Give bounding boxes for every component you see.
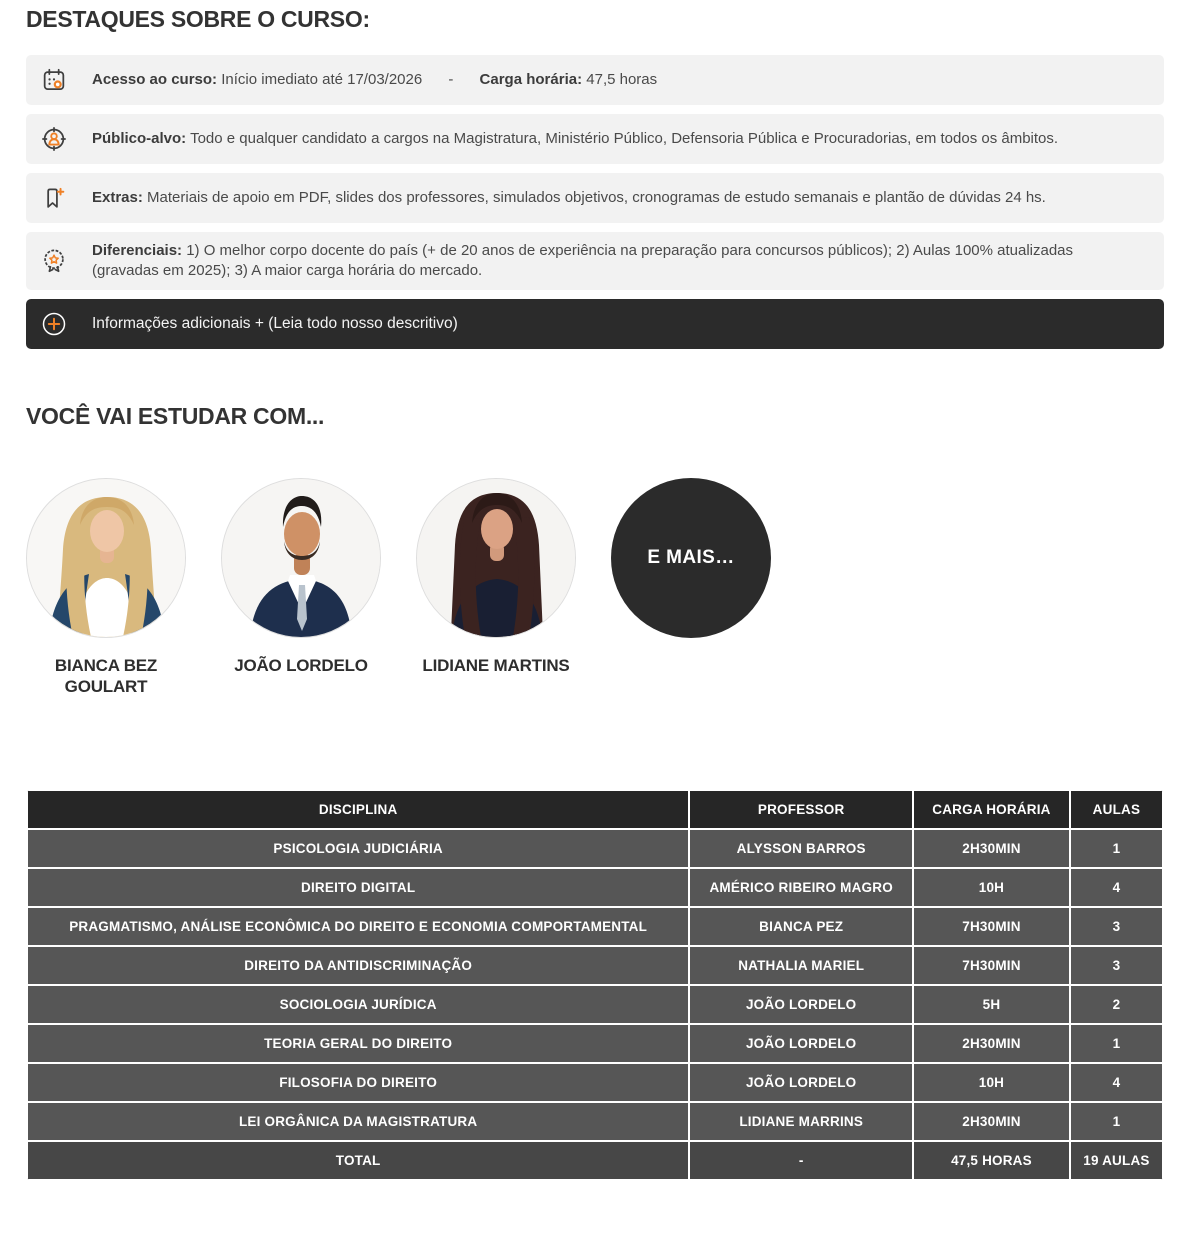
column-header: CARGA HORÁRIA — [913, 790, 1070, 829]
bookmark-plus-icon — [40, 184, 68, 212]
differentials-text — [92, 241, 1140, 281]
table-row — [27, 829, 1163, 868]
table-cell: 4 — [1070, 868, 1163, 907]
table-cell: LIDIANE MARRINS — [689, 1102, 913, 1141]
instructor-photo-joao — [221, 478, 381, 638]
table-cell: JOÃO LORDELO — [689, 985, 913, 1024]
table-row — [27, 868, 1163, 907]
table-cell: DIREITO DA ANTIDISCRIMINAÇÃO — [27, 946, 689, 985]
access-separator: - — [448, 71, 454, 89]
table-row — [27, 1063, 1163, 1102]
workload-label: Carga horária: — [479, 71, 583, 89]
info-row-audience — [26, 114, 1164, 164]
table-cell: 10H — [913, 1063, 1070, 1102]
table-cell: 1 — [1070, 1024, 1163, 1063]
target-user-icon — [40, 125, 68, 153]
table-cell: TOTAL — [27, 1141, 689, 1180]
table-cell: SOCIOLOGIA JURÍDICA — [27, 985, 689, 1024]
table-cell: JOÃO LORDELO — [689, 1024, 913, 1063]
table-cell: NATHALIA MARIEL — [689, 946, 913, 985]
additional-info-label: Informações adicionais + (Leia todo nosso descritivo) — [92, 314, 458, 332]
more-instructors-circle — [611, 478, 771, 638]
table-cell: 7H30MIN — [913, 946, 1070, 985]
table-row — [27, 1024, 1163, 1063]
course-table — [26, 789, 1164, 1181]
instructors-row — [26, 478, 1164, 698]
extras-label: Extras: — [92, 189, 143, 207]
more-instructors-card — [611, 478, 771, 698]
info-row-access — [26, 55, 1164, 105]
differentials-value: 1) O melhor corpo docente do país (+ de 20 anos de experiência na preparação para concursos públicos); 2) Aulas 100% atualizadas (gravadas em 2025); 3) A maior carga horária do mercado. — [92, 242, 1074, 279]
differentials-label: Diferenciais: — [92, 242, 183, 259]
table-cell: 2H30MIN — [913, 1024, 1070, 1063]
audience-value: Todo e qualquer candidato a cargos na Magistratura, Ministério Público, Defensoria Pública e Procuradorias, em todos os âmbitos. — [190, 130, 1059, 148]
workload-value: 47,5 horas — [586, 71, 658, 89]
table-row — [27, 907, 1163, 946]
instructor-photo-bianca — [26, 478, 186, 638]
more-instructors-label: E MAIS… — [647, 546, 735, 568]
table-cell: BIANCA PEZ — [689, 907, 913, 946]
audience-text — [92, 129, 1058, 149]
table-cell: - — [689, 1141, 913, 1180]
table-body — [27, 829, 1163, 1180]
table-cell: 1 — [1070, 1102, 1163, 1141]
course-schedule-table-wrap — [26, 789, 1164, 1181]
table-cell: ALYSSON BARROS — [689, 829, 913, 868]
table-cell: 47,5 HORAS — [913, 1141, 1070, 1180]
table-cell: 4 — [1070, 1063, 1163, 1102]
instructor-card — [221, 478, 381, 698]
table-cell: PSICOLOGIA JUDICIÁRIA — [27, 829, 689, 868]
highlights-title: DESTAQUES SOBRE O CURSO: — [26, 6, 370, 32]
calendar-icon — [40, 66, 68, 94]
access-value: Início imediato até 17/03/2026 — [221, 71, 423, 89]
instructor-name: JOÃO LORDELO — [234, 655, 368, 675]
table-total-row — [27, 1141, 1163, 1180]
table-row — [27, 946, 1163, 985]
table-cell: 19 AULAS — [1070, 1141, 1163, 1180]
table-cell: AMÉRICO RIBEIRO MAGRO — [689, 868, 913, 907]
table-cell: PRAGMATISMO, ANÁLISE ECONÔMICA DO DIREITO E ECONOMIA COMPORTAMENTAL — [27, 907, 689, 946]
audience-label: Público-alvo: — [92, 130, 187, 148]
column-header: AULAS — [1070, 790, 1163, 829]
instructor-card — [26, 478, 186, 698]
access-text — [92, 70, 657, 90]
instructors-title: VOCÊ VAI ESTUDAR COM... — [26, 402, 325, 429]
access-label: Acesso ao curso: — [92, 71, 218, 89]
table-row — [27, 985, 1163, 1024]
table-cell: 2H30MIN — [913, 829, 1070, 868]
table-cell: 10H — [913, 868, 1070, 907]
table-header-row — [27, 790, 1163, 829]
table-cell: 2 — [1070, 985, 1163, 1024]
info-row-differentials — [26, 232, 1164, 290]
table-cell: LEI ORGÂNICA DA MAGISTRATURA — [27, 1102, 689, 1141]
instructor-name: BIANCA BEZ GOULART — [54, 655, 158, 696]
table-cell: 3 — [1070, 907, 1163, 946]
table-cell: 3 — [1070, 946, 1163, 985]
extras-value: Materiais de apoio em PDF, slides dos professores, simulados objetivos, cronogramas de estudo semanais e plantão de dúvidas 24 hs. — [147, 189, 1046, 207]
table-cell: JOÃO LORDELO — [689, 1063, 913, 1102]
table-cell: FILOSOFIA DO DIREITO — [27, 1063, 689, 1102]
table-cell: DIREITO DIGITAL — [27, 868, 689, 907]
instructor-name: LIDIANE MARTINS — [422, 655, 570, 675]
additional-info-expander[interactable] — [26, 299, 1164, 349]
table-cell: TEORIA GERAL DO DIREITO — [27, 1024, 689, 1063]
medal-star-icon — [40, 247, 68, 275]
info-row-extras — [26, 173, 1164, 223]
table-row — [27, 1102, 1163, 1141]
column-header: DISCIPLINA — [27, 790, 689, 829]
table-cell: 2H30MIN — [913, 1102, 1070, 1141]
table-cell: 7H30MIN — [913, 907, 1070, 946]
plus-circle-icon — [40, 310, 68, 338]
instructor-photo-lidiane — [416, 478, 576, 638]
instructor-card — [416, 478, 576, 698]
table-cell: 1 — [1070, 829, 1163, 868]
table-cell: 5H — [913, 985, 1070, 1024]
column-header: PROFESSOR — [689, 790, 913, 829]
extras-text — [92, 188, 1046, 208]
